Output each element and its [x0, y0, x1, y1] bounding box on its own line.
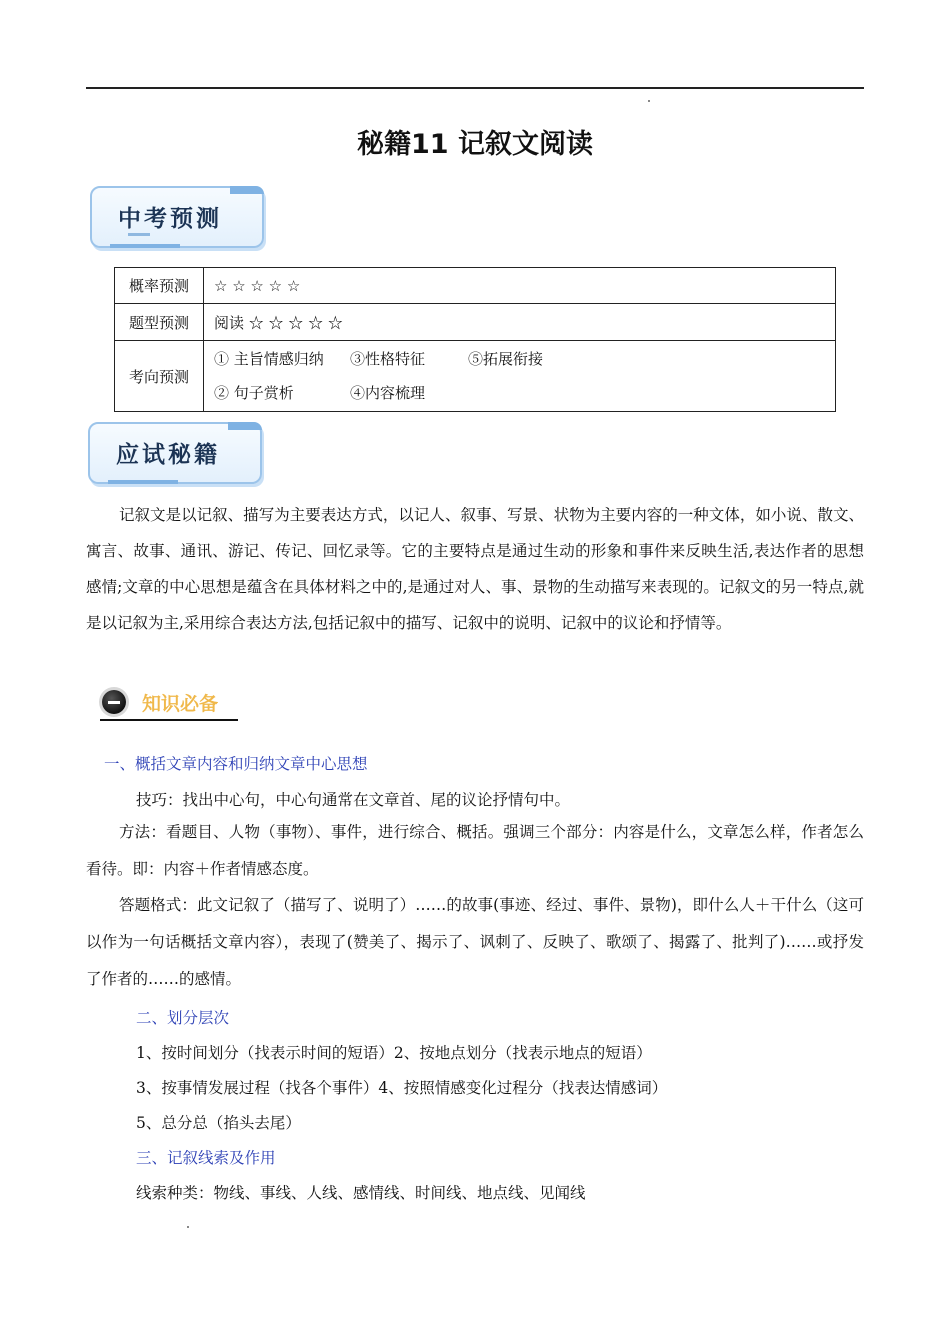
- forecast-banner: [90, 186, 264, 248]
- section1-tip: 技巧：找出中心句，中心句通常在文章首、尾的议论抒情句中。: [136, 791, 571, 809]
- table-row: [115, 341, 836, 412]
- header-rule: [86, 87, 864, 89]
- knowledge-label: 知识必备: [142, 693, 219, 715]
- question-type-value: 阅读 ☆ ☆ ☆ ☆ ☆: [204, 304, 836, 341]
- forecast-table: [114, 267, 836, 412]
- knowledge-underline: [100, 719, 238, 721]
- probability-label: 概率预测: [115, 268, 204, 304]
- banner-tab: [108, 480, 178, 484]
- direction-item: ④内容梳理: [350, 384, 426, 402]
- banner-stripe: [128, 233, 150, 236]
- section2-item: 3、按事情发展过程（找各个事件）4、按照情感变化过程分（找表达情感词）: [136, 1079, 668, 1097]
- section1-heading: 一、概括文章内容和归纳文章中心思想: [104, 755, 368, 773]
- minus-circle-icon: [102, 690, 126, 714]
- section3-types: 线索种类：物线、事线、人线、感情线、时间线、地点线、见闻线: [136, 1184, 586, 1202]
- direction-item: ② 句子赏析: [214, 384, 294, 402]
- direction-item: ⑤拓展衔接: [468, 350, 544, 368]
- direction-item: ① 主旨情感归纳: [214, 350, 324, 368]
- section2-item: 1、按时间划分（找表示时间的短语）2、按地点划分（找表示地点的短语）: [136, 1044, 652, 1062]
- scan-dot: [648, 100, 650, 102]
- section1-method: 方法：看题目、人物（事物）、事件，进行综合、概括。强调三个部分：内容是什么，文章怎么样，作者怎么看待。即：内容＋作者情感态度。: [86, 823, 864, 878]
- table-row: [115, 304, 836, 341]
- direction-item: ③性格特征: [350, 350, 426, 368]
- section2-heading: 二、划分层次: [136, 1009, 230, 1027]
- direction-values: [204, 341, 836, 412]
- tips-banner: [88, 422, 262, 484]
- forecast-banner-label: 中考预测: [118, 206, 222, 232]
- scan-dot: [187, 1226, 189, 1228]
- page-title: 秘籍11 记叙文阅读: [357, 129, 593, 160]
- section2-item: 5、总分总（掐头去尾）: [136, 1114, 301, 1132]
- section3-heading: 三、记叙线索及作用: [136, 1149, 276, 1167]
- section1-format: 答题格式：此文记叙了（描写了、说明了）……的故事(事迹、经过、事件、景物)，即什么人＋干什么（这可以作为一句话概括文章内容），表现了(赞美了、揭示了、讽刺了、反映了、歌颂了、揭露了、批判了)……或抒发了作者的……的感情。: [86, 896, 864, 988]
- tips-banner-label: 应试秘籍: [116, 442, 220, 468]
- direction-label: 考向预测: [115, 341, 204, 412]
- banner-tab: [110, 244, 180, 248]
- question-type-label: 题型预测: [115, 304, 204, 341]
- banner-notch: [228, 422, 262, 430]
- intro-paragraph: 记叙文是以记叙、描写为主要表达方式，以记人、叙事、写景、状物为主要内容的一种文体，如小说、散文、寓言、故事、通讯、游记、传记、回忆录等。它的主要特点是通过生动的形象和事件来反映生活,表达作者的思想感情;文章的中心思想是蕴含在具体材料之中的,是通过对人、事、景物的生动描写来表现的。记叙文的另一特点,就是以记叙为主,采用综合表达方法,包括记叙中的描写、记叙中的说明、记叙中的议论和抒情等。: [86, 506, 864, 632]
- banner-notch: [230, 186, 264, 194]
- table-row: [115, 268, 836, 304]
- probability-stars: ☆ ☆ ☆ ☆ ☆: [204, 268, 836, 304]
- knowledge-header: [100, 686, 240, 722]
